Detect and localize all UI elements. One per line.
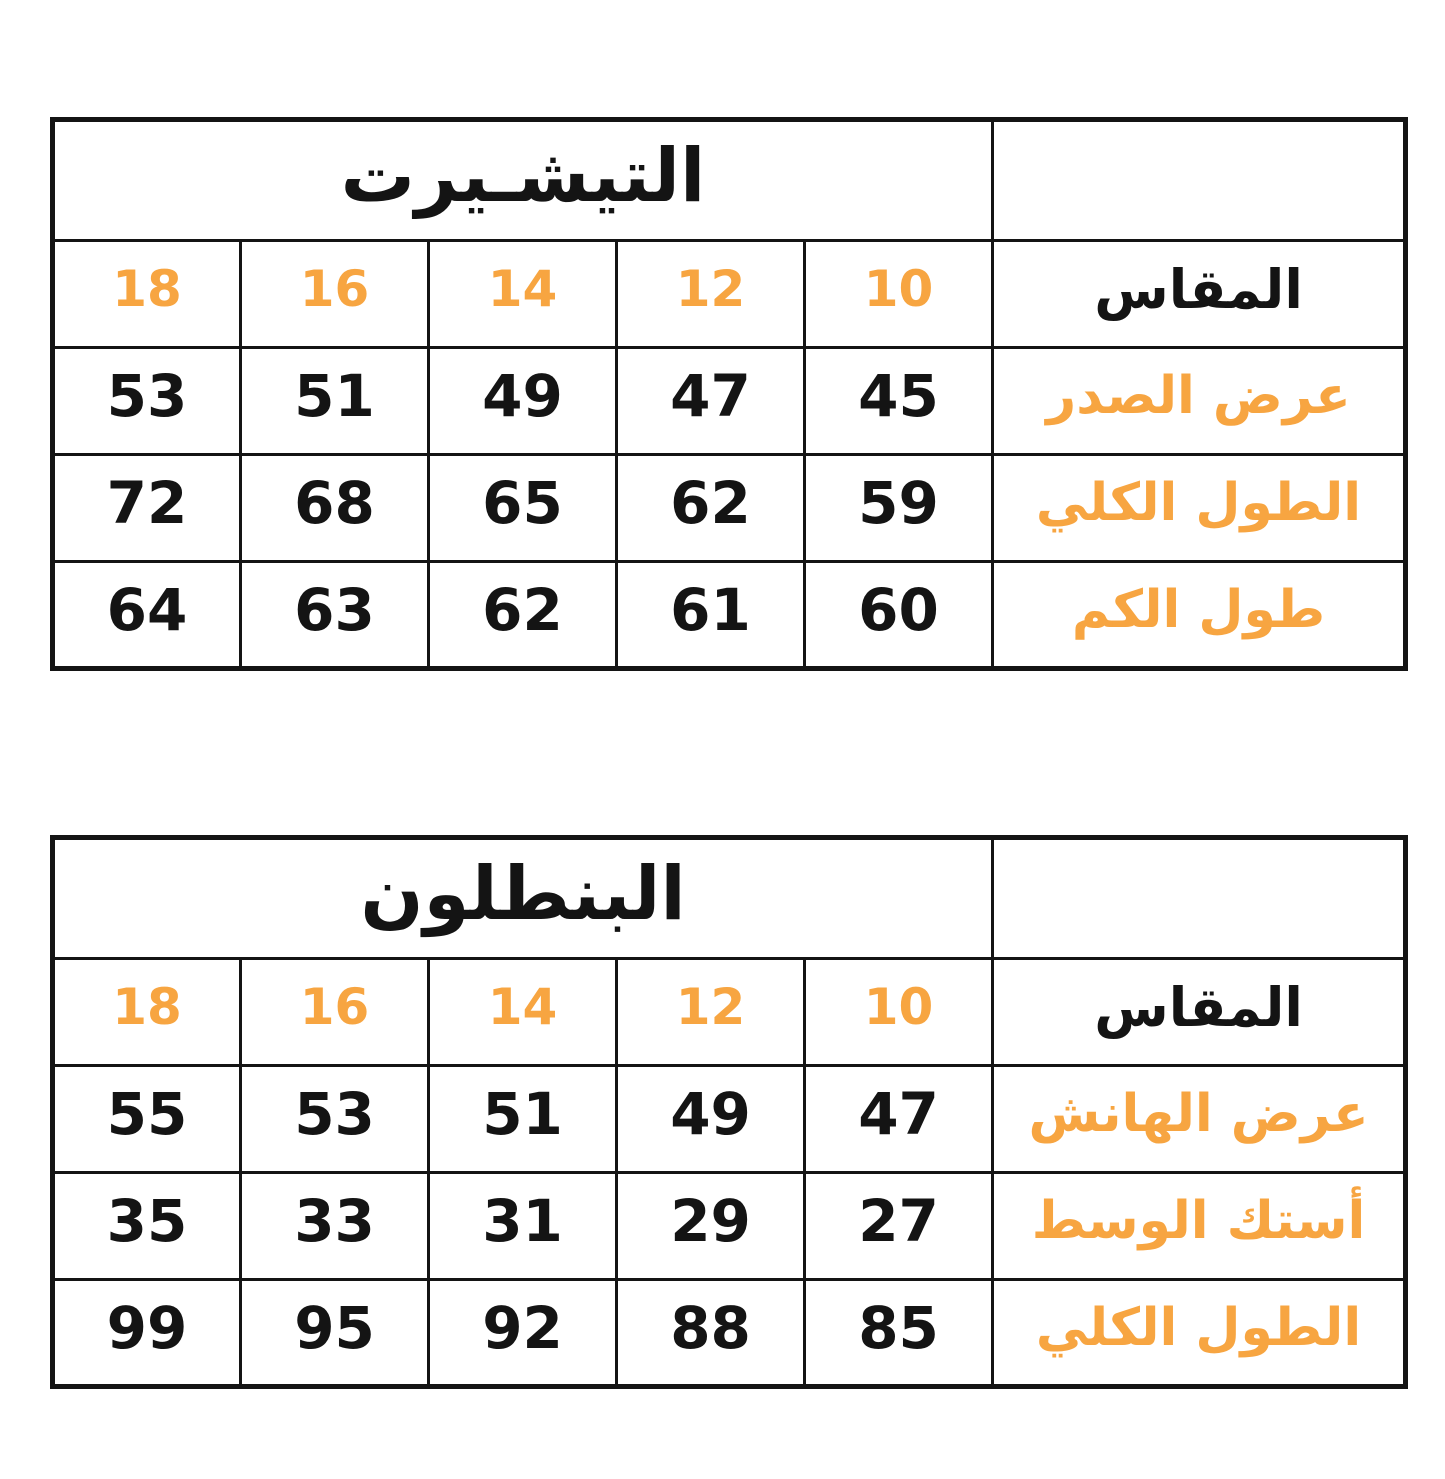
size-header-cell: 16 xyxy=(241,959,429,1066)
value-cell: 68 xyxy=(241,455,429,562)
value-cell: 49 xyxy=(429,348,617,455)
pants-hip-width-row xyxy=(53,1066,1406,1173)
pants-table-title: البنطلون xyxy=(53,838,993,959)
pants-total-length-row xyxy=(53,1280,1406,1387)
value-cell: 92 xyxy=(429,1280,617,1387)
value-cell: 85 xyxy=(805,1280,993,1387)
value-cell: 65 xyxy=(429,455,617,562)
value-cell: 53 xyxy=(241,1066,429,1173)
row-label: طول الكم xyxy=(993,562,1406,669)
row-label: الطول الكلي xyxy=(993,1280,1406,1387)
row-label: عرض الهانش xyxy=(993,1066,1406,1173)
value-cell: 62 xyxy=(617,455,805,562)
value-cell: 45 xyxy=(805,348,993,455)
size-header-cell: 10 xyxy=(805,959,993,1066)
value-cell: 64 xyxy=(53,562,241,669)
tshirt-corner-cell xyxy=(993,120,1406,241)
value-cell: 33 xyxy=(241,1173,429,1280)
value-cell: 61 xyxy=(617,562,805,669)
value-cell: 63 xyxy=(241,562,429,669)
row-label: الطول الكلي xyxy=(993,455,1406,562)
value-cell: 59 xyxy=(805,455,993,562)
tshirt-sleeve-length-row xyxy=(53,562,1406,669)
pants-title-row xyxy=(53,838,1406,959)
tshirt-chest-width-row xyxy=(53,348,1406,455)
size-header-cell: 10 xyxy=(805,241,993,348)
value-cell: 35 xyxy=(53,1173,241,1280)
value-cell: 27 xyxy=(805,1173,993,1280)
size-header-cell: 16 xyxy=(241,241,429,348)
tshirt-total-length-row xyxy=(53,455,1406,562)
pants-size-table xyxy=(50,835,1408,1389)
value-cell: 47 xyxy=(805,1066,993,1173)
row-label: أستك الوسط xyxy=(993,1173,1406,1280)
size-header-cell: 18 xyxy=(53,241,241,348)
value-cell: 55 xyxy=(53,1066,241,1173)
pants-corner-cell xyxy=(993,838,1406,959)
size-header-cell: 12 xyxy=(617,959,805,1066)
value-cell: 49 xyxy=(617,1066,805,1173)
value-cell: 72 xyxy=(53,455,241,562)
value-cell: 53 xyxy=(53,348,241,455)
row-label: عرض الصدر xyxy=(993,348,1406,455)
size-header-label: المقاس xyxy=(993,959,1406,1066)
value-cell: 51 xyxy=(241,348,429,455)
value-cell: 51 xyxy=(429,1066,617,1173)
pants-waist-elastic-row xyxy=(53,1173,1406,1280)
value-cell: 62 xyxy=(429,562,617,669)
value-cell: 29 xyxy=(617,1173,805,1280)
value-cell: 31 xyxy=(429,1173,617,1280)
size-header-cell: 18 xyxy=(53,959,241,1066)
size-header-label: المقاس xyxy=(993,241,1406,348)
value-cell: 60 xyxy=(805,562,993,669)
value-cell: 99 xyxy=(53,1280,241,1387)
size-header-cell: 14 xyxy=(429,241,617,348)
value-cell: 95 xyxy=(241,1280,429,1387)
value-cell: 88 xyxy=(617,1280,805,1387)
tshirt-table-title: التيشـيرت xyxy=(53,120,993,241)
tshirt-size-header-row xyxy=(53,241,1406,348)
value-cell: 47 xyxy=(617,348,805,455)
tshirt-title-row xyxy=(53,120,1406,241)
pants-size-header-row xyxy=(53,959,1406,1066)
tshirt-size-table xyxy=(50,117,1408,671)
size-header-cell: 12 xyxy=(617,241,805,348)
size-header-cell: 14 xyxy=(429,959,617,1066)
